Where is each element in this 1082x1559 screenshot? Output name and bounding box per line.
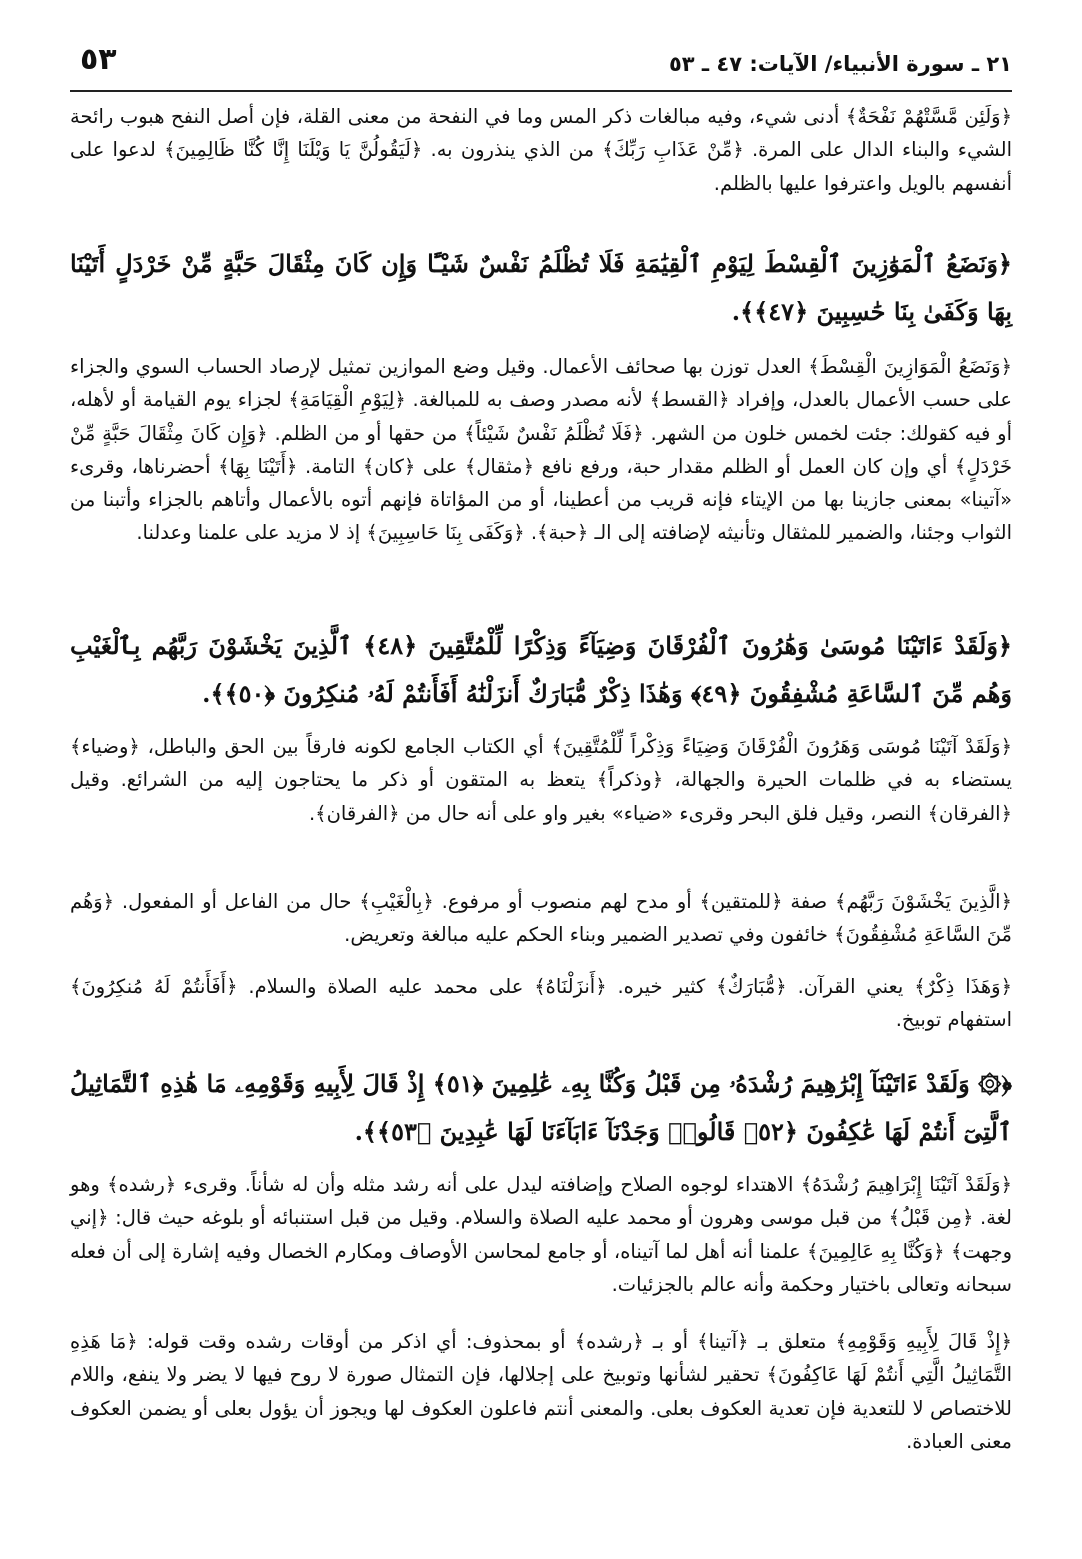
tafsir-paragraph bbox=[70, 1168, 1012, 1301]
tafsir-text: ﴿وَنَضَعُ الْمَوَازِينَ الْقِسْطَ﴾ العدل توزن بها صحائف الأعمال. وقيل وضع الموازين تمثيل لإرصاد الحساب السوي والجزاء على حسب الأعمال بالعدل، وإفراد ﴿القسط﴾ لأنه مصدر وصف به للمبالغة. ﴿لِيَوْمِ الْقِيَامَةِ﴾ لجزاء يوم القيامة أو لأهله، أو فيه كقولك: جئت لخمس خلون من الشهر. ﴿فَلَا تُظْلَمُ نَفْسٌ شَيْئاً﴾ من حقها أو من الظلم. ﴿وَإِن كَانَ مِثْقَالَ حَبَّةٍ مِّنْ خَرْدَلٍ﴾ أي وإن كان العمل أو الظلم مقدار حبة، ورفع نافع ﴿مثقال﴾ على ﴿كان﴾ التامة. ﴿أَتَيْنَا بِهَا﴾ أحضرناها، وقرىء «آتينا» بمعنى جازينا بها من الإيتاء فإنه قريب من أعطينا، أو من المؤاتاة فإنهم أتوه بالأعمال وأتاهم بالجزاء وأتبنا من الثواب وجئنا، والضمير للمثقال وتأنيثه لإضافته إلى الـ ﴿حبة﴾. ﴿وَكَفَى بِنَا حَاسِبِينَ﴾ إذ لا مزيد على علمنا وعدلنا. bbox=[70, 355, 1012, 545]
tafsir-paragraph bbox=[70, 100, 1012, 200]
tafsir-text: ﴿وَهَذَا ذِكْرٌ﴾ يعني القرآن. ﴿مُّبَارَكٌ﴾ كثير خيره. ﴿أَنزَلْنَاهُ﴾ على محمد عليه الصلاة والسلام. ﴿أَفَأَنتُمْ لَهُ مُنكِرُونَ﴾ استفهام توبيخ. bbox=[70, 975, 1012, 1032]
running-head: ٢١ ـ سورة الأنبياء/ الآيات: ٤٧ ـ ٥٣ bbox=[668, 52, 1012, 76]
tafsir-text: ﴿وَلَقَدْ آتَيْنَا مُوسَى وَهَرُونَ الْفُرْقَانَ وَضِيَاءً وَذِكْراً لِّلْمُتَّقِينَ﴾ أي الكتاب الجامع لكونه فارقاً بين الحق والباطل، ﴿وضياء﴾ يستضاء به في ظلمات الحيرة والجهالة، ﴿وذكراً﴾ يتعظ به المتقون أو ذكر ما يحتاجون إليه من الشرائع. وقيل ﴿الفرقان﴾ النصر، وقيل فلق البحر وقرىء «ضياء» بغير واو على أنه حال من ﴿الفرقان﴾. bbox=[70, 735, 1012, 825]
tafsir-text: ﴿إِذْ قَالَ لِأَبِيهِ وَقَوْمِهِ﴾ متعلق بـ ﴿آتينا﴾ أو بـ ﴿رشده﴾ أو بمحذوف: أي اذكر من أوقات رشده وقت قوله: ﴿مَا هَذِهِ التَّمَاثِيلُ الَّتِي أَنتُمْ لَهَا عَاكِفُونَ﴾ تحقير لشأنها وتوبيخ على إجلالها، فإن التمثال صورة لا روح فيها لا يضر ولا ينفع، واللام للاختصاص لا للتعدية فإن تعدية العكوف بعلى. والمعنى أنتم فاعلون العكوف لها ويجوز أن يؤول بعلى أو يضمن العكوف معنى العبادة. bbox=[70, 1330, 1012, 1453]
tafsir-text: ﴿وَلَئِن مَّسَّتْهُمْ نَفْحَةٌ﴾ أدنى شيء، وفيه مبالغات ذكر المس وما في النفحة من معنى القلة، فإن أصل النفح هبوب رائحة الشيء والبناء الدال على المرة. ﴿مِّنْ عَذَابِ رَبِّكَ﴾ من الذي ينذرون به. ﴿لَيَقُولُنَّ يَا وَيْلَنَا إِنَّا كُنَّا ظَالِمِينَ﴾ لدعوا على أنفسهم بالويل واعترفوا عليها بالظلم. bbox=[70, 105, 1012, 195]
tafsir-paragraph bbox=[70, 1325, 1012, 1458]
page-number: ٥٣ bbox=[80, 42, 117, 77]
tafsir-paragraph bbox=[70, 730, 1012, 830]
quran-verse-block bbox=[70, 240, 1012, 336]
page-header bbox=[70, 38, 1012, 92]
quran-verse-block bbox=[70, 1060, 1012, 1156]
quran-verse-block bbox=[70, 622, 1012, 718]
tafsir-paragraph bbox=[70, 350, 1012, 550]
tafsir-text: ﴿الَّذِينَ يَخْشَوْنَ رَبَّهُم﴾ صفة ﴿للمتقين﴾ أو مدح لهم منصوب أو مرفوع. ﴿بِالْغَيْبِ﴾ حال من الفاعل أو المفعول. ﴿وَهُم مِّنَ السَّاعَةِ مُشْفِقُونَ﴾ خائفون وفي تصدير الضمير وبناء الحكم عليه مبالغة وتعريض. bbox=[70, 890, 1012, 947]
quran-verse-text: ﴿وَنَضَعُ ٱلْمَوَٰزِينَ ٱلْقِسْطَ لِيَوْمِ ٱلْقِيَٰمَةِ فَلَا تُظْلَمُ نَفْسٌ شَيْـًٔا وَإِن كَانَ مِثْقَالَ حَبَّةٍ مِّنْ خَرْدَلٍ أَتَيْنَا بِهَا وَكَفَىٰ بِنَا حَٰسِبِينَ ﴿٤٧﴾﴾. bbox=[70, 249, 1012, 326]
tafsir-text: ﴿وَلَقَدْ آتَيْنَا إِبْرَاهِيمَ رُشْدَهُ﴾ الاهتداء لوجوه الصلاح وإضافته ليدل على أنه رشد مثله وأن له شأناً. وقرىء ﴿رشده﴾ وهو لغة. ﴿مِن قَبْلُ﴾ من قبل موسى وهرون أو محمد عليه الصلاة والسلام. وقيل من قبل استنبائه أو بلوغه حيث قال: ﴿إني وجهت﴾ ﴿وَكُنَّا بِهِ عَالِمِينَ﴾ علمنا أنه أهل لما آتيناه، أو جامع لمحاسن الأوصاف ومكارم الخصال وفيه إشارة إلى أن فعله سبحانه وتعالى باختيار وحكمة وأنه عالم بالجزئيات. bbox=[70, 1173, 1012, 1296]
tafsir-paragraph bbox=[70, 885, 1012, 952]
quran-verse-text: ﴿وَلَقَدْ ءَاتَيْنَا مُوسَىٰ وَهَٰرُونَ ٱلْفُرْقَانَ وَضِيَآءً وَذِكْرًا لِّلْمُتَّقِينَ ﴿٤٨﴾ ٱلَّذِينَ يَخْشَوْنَ رَبَّهُم بِٱلْغَيْبِ وَهُم مِّنَ ٱلسَّاعَةِ مُشْفِقُونَ ﴿٤٩﴾ وَهَٰذَا ذِكْرٌ مُّبَارَكٌ أَنزَلْنَٰهُ أَفَأَنتُمْ لَهُۥ مُنكِرُونَ ﴿٥٠﴾﴾. bbox=[70, 631, 1012, 708]
quran-verse-text: ﴿۞ وَلَقَدْ ءَاتَيْنَآ إِبْرَٰهِيمَ رُشْدَهُۥ مِن قَبْلُ وَكُنَّا بِهِۦ عَٰلِمِينَ ﴿٥١﴾ إِذْ قَالَ لِأَبِيهِ وَقَوْمِهِۦ مَا هَٰذِهِ ٱلتَّمَاثِيلُ ٱلَّتِىٓ أَنتُمْ لَهَا عَٰكِفُونَ ﴿٥٢﴾ قَالُوا۟ وَجَدْنَآ ءَابَآءَنَا لَهَا عَٰبِدِينَ ﴿٥٣﴾﴾. bbox=[70, 1069, 1012, 1146]
tafsir-paragraph bbox=[70, 970, 1012, 1037]
